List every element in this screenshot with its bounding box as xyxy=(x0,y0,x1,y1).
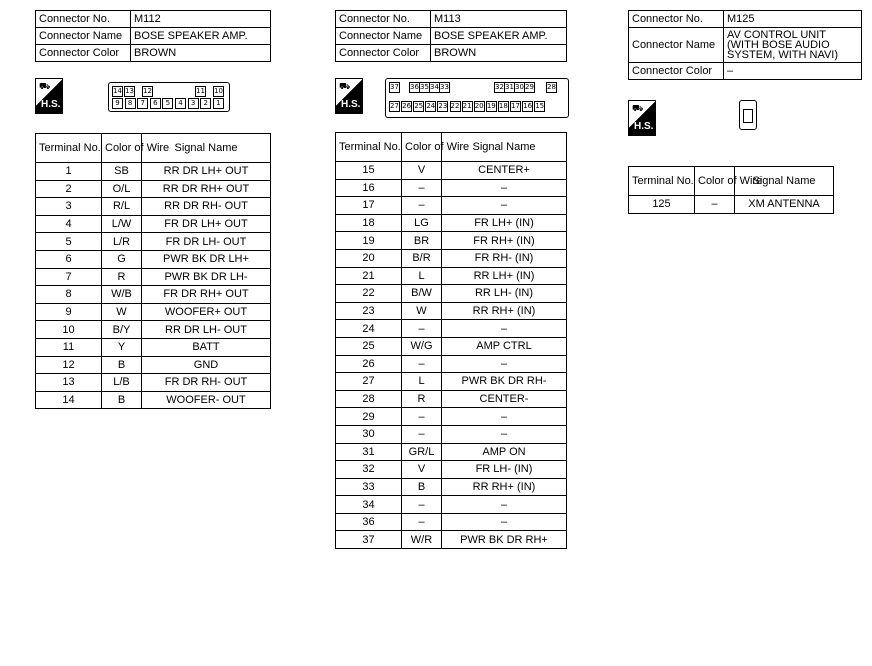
connector-m113 xyxy=(335,10,567,62)
terminal-no-cell: 6 xyxy=(36,250,102,268)
wire-color-cell: L/B xyxy=(102,374,142,392)
signal-name-cell: XM ANTENNA xyxy=(735,196,834,214)
terminal-no-cell: 26 xyxy=(336,355,402,373)
table-row xyxy=(36,250,271,268)
terminal-no-cell: 28 xyxy=(336,390,402,408)
signal-name-cell: WOOFER- OUT xyxy=(142,391,271,409)
connector-pin: 28 xyxy=(547,83,556,91)
signal-name-cell: FR DR RH+ OUT xyxy=(142,286,271,304)
connector-pin: 34 xyxy=(430,83,439,91)
signal-name-cell: GND xyxy=(142,356,271,374)
connector-pin: 4 xyxy=(175,98,186,109)
signal-name-cell: RR DR RH- OUT xyxy=(142,198,271,216)
table-row xyxy=(336,249,567,267)
terminal-no-cell: 30 xyxy=(336,425,402,443)
wire-color-cell: V xyxy=(402,162,442,180)
connector-pin: 31 xyxy=(505,83,514,91)
terminal-table-m125 xyxy=(628,166,834,214)
signal-name-cell: CENTER+ xyxy=(442,162,567,180)
signal-name-cell: – xyxy=(442,320,567,338)
connector-pin: 22 xyxy=(450,102,460,110)
wire-color-cell: L xyxy=(402,373,442,391)
table-row xyxy=(36,180,271,198)
terminal-no-cell: 17 xyxy=(336,197,402,215)
table-row xyxy=(336,478,567,496)
wire-color-cell: B xyxy=(402,478,442,496)
terminal-no-cell: 33 xyxy=(336,478,402,496)
connector-pin: 18 xyxy=(498,102,508,110)
connector-pin: 2 xyxy=(200,98,211,109)
terminal-no-cell: 14 xyxy=(36,391,102,409)
connector-pin: 32 xyxy=(495,83,504,91)
table-row xyxy=(36,268,271,286)
terminal-no-cell: 16 xyxy=(336,179,402,197)
wire-color-cell: R/L xyxy=(102,198,142,216)
terminal-no-cell: 15 xyxy=(336,162,402,180)
header-signal: Signal Name xyxy=(442,133,567,162)
signal-name-cell: – xyxy=(442,408,567,426)
terminal-no-cell: 3 xyxy=(36,198,102,216)
connector-pin: 11 xyxy=(196,87,205,95)
connector-pin: 8 xyxy=(125,98,136,109)
wire-color-cell: B/W xyxy=(402,285,442,303)
wire-color-cell: W xyxy=(402,302,442,320)
wire-color-cell: R xyxy=(102,268,142,286)
connector-no-label: Connector No. xyxy=(629,11,724,28)
table-row xyxy=(336,355,567,373)
terminal-no-cell: 11 xyxy=(36,338,102,356)
connector-face-m112 xyxy=(108,82,230,112)
connector-pin: 12 xyxy=(143,87,152,95)
wire-color-cell: W xyxy=(102,303,142,321)
header-signal: Signal Name xyxy=(142,134,271,163)
connector-pin: 1 xyxy=(213,98,224,109)
signal-name-cell: FR DR LH+ OUT xyxy=(142,215,271,233)
header-terminal: Terminal No. xyxy=(629,167,695,196)
wire-color-cell: G xyxy=(102,250,142,268)
signal-name-cell: FR RH+ (IN) xyxy=(442,232,567,250)
wire-color-cell: B/Y xyxy=(102,321,142,339)
signal-name-cell: PWR BK DR RH+ xyxy=(442,531,567,549)
table-row xyxy=(336,373,567,391)
table-row xyxy=(336,214,567,232)
signal-name-cell: PWR BK DR LH- xyxy=(142,268,271,286)
wire-color-cell: Y xyxy=(102,338,142,356)
terminal-no-cell: 37 xyxy=(336,531,402,549)
wire-color-cell: GR/L xyxy=(402,443,442,461)
wire-color-cell: O/L xyxy=(102,180,142,198)
connector-face-m125 xyxy=(739,100,757,130)
wire-color-cell: B/R xyxy=(402,249,442,267)
hs-label: H.S. xyxy=(634,121,654,132)
wire-color-cell: – xyxy=(402,179,442,197)
wire-color-cell: – xyxy=(402,408,442,426)
connector-pin: 17 xyxy=(511,102,520,110)
header-terminal: Terminal No. xyxy=(36,134,102,163)
header-signal: Signal Name xyxy=(735,167,834,196)
terminal-table-m112 xyxy=(35,133,271,409)
signal-name-cell: RR DR LH+ OUT xyxy=(142,163,271,181)
terminal-no-cell: 34 xyxy=(336,496,402,514)
table-row xyxy=(629,196,834,214)
connector-pin: 15 xyxy=(535,102,545,110)
connector-m125 xyxy=(628,10,862,80)
terminal-no-cell: 22 xyxy=(336,285,402,303)
connector-name-value: BOSE SPEAKER AMP. xyxy=(431,28,567,45)
terminal-no-cell: 29 xyxy=(336,408,402,426)
terminal-no-cell: 31 xyxy=(336,443,402,461)
connector-pin: 5 xyxy=(162,98,173,109)
signal-name-cell: RR LH+ (IN) xyxy=(442,267,567,285)
signal-name-cell: BATT xyxy=(142,338,271,356)
header-color: Color of Wire xyxy=(695,167,735,196)
connector-pin: 3 xyxy=(188,98,199,109)
table-row xyxy=(336,285,567,303)
connector-pin: 23 xyxy=(438,102,448,110)
connector-color-label: Connector Color xyxy=(336,45,431,62)
signal-name-cell: FR LH+ (IN) xyxy=(442,214,567,232)
car-icon: ⛟ xyxy=(632,104,644,114)
connector-name-label: Connector Name xyxy=(36,28,131,45)
wire-color-cell: W/R xyxy=(402,531,442,549)
terminal-no-cell: 5 xyxy=(36,233,102,251)
signal-name-cell: FR LH- (IN) xyxy=(442,461,567,479)
signal-name-cell: – xyxy=(442,355,567,373)
terminal-no-cell: 12 xyxy=(36,356,102,374)
connector-pin: 36 xyxy=(410,83,419,91)
signal-name-cell: PWR BK DR RH- xyxy=(442,373,567,391)
table-row xyxy=(336,302,567,320)
table-row xyxy=(336,443,567,461)
signal-name-cell: – xyxy=(442,496,567,514)
table-row xyxy=(36,391,271,409)
table-row xyxy=(36,303,271,321)
terminal-no-cell: 21 xyxy=(336,267,402,285)
table-row xyxy=(336,408,567,426)
header-terminal: Terminal No. xyxy=(336,133,402,162)
hs-icon xyxy=(35,78,63,114)
wire-color-cell: – xyxy=(402,355,442,373)
connector-color-value: – xyxy=(724,63,862,80)
connector-pin: 21 xyxy=(462,102,472,110)
terminal-no-cell: 23 xyxy=(336,302,402,320)
wire-color-cell: – xyxy=(695,196,735,214)
signal-name-cell: – xyxy=(442,513,567,531)
connector-no-value: M113 xyxy=(431,11,567,28)
connector-pin: 27 xyxy=(390,102,399,110)
connector-name-label: Connector Name xyxy=(336,28,431,45)
table-row xyxy=(336,232,567,250)
table-row xyxy=(36,321,271,339)
connector-pin: 13 xyxy=(125,87,134,95)
connector-m112 xyxy=(35,10,271,62)
wire-color-cell: R xyxy=(402,390,442,408)
wire-color-cell: L/W xyxy=(102,215,142,233)
connector-color-label: Connector Color xyxy=(36,45,131,62)
table-row xyxy=(36,215,271,233)
terminal-no-cell: 32 xyxy=(336,461,402,479)
connector-pin: 14 xyxy=(113,87,122,95)
terminal-no-cell: 4 xyxy=(36,215,102,233)
connector-pin xyxy=(743,109,753,123)
signal-name-cell: FR DR LH- OUT xyxy=(142,233,271,251)
wire-color-cell: L/R xyxy=(102,233,142,251)
table-row xyxy=(36,374,271,392)
connector-pin: 20 xyxy=(474,102,484,110)
connector-no-label: Connector No. xyxy=(36,11,131,28)
connector-no-value: M112 xyxy=(131,11,271,28)
signal-name-cell: WOOFER+ OUT xyxy=(142,303,271,321)
header-color: Color of Wire xyxy=(402,133,442,162)
connector-pin: 9 xyxy=(112,98,123,109)
signal-name-cell: CENTER- xyxy=(442,390,567,408)
terminal-no-cell: 125 xyxy=(629,196,695,214)
table-row xyxy=(336,496,567,514)
table-row xyxy=(336,513,567,531)
wire-color-cell: – xyxy=(402,197,442,215)
hs-label: H.S. xyxy=(341,99,361,110)
connector-pin: 35 xyxy=(420,83,429,91)
connector-pin: 29 xyxy=(525,83,534,91)
connector-pin: 16 xyxy=(523,102,533,110)
wire-color-cell: W/G xyxy=(402,337,442,355)
connector-name-label: Connector Name xyxy=(629,28,724,63)
table-row xyxy=(336,461,567,479)
signal-name-cell: RR DR RH+ OUT xyxy=(142,180,271,198)
connector-info-table xyxy=(35,10,271,62)
signal-name-cell: – xyxy=(442,425,567,443)
signal-name-cell: – xyxy=(442,179,567,197)
wire-color-cell: LG xyxy=(402,214,442,232)
table-row xyxy=(336,531,567,549)
signal-name-cell: FR DR RH- OUT xyxy=(142,374,271,392)
table-row xyxy=(36,233,271,251)
wire-color-cell: BR xyxy=(402,232,442,250)
table-row xyxy=(336,197,567,215)
terminal-no-cell: 13 xyxy=(36,374,102,392)
signal-name-cell: AMP ON xyxy=(442,443,567,461)
terminal-no-cell: 1 xyxy=(36,163,102,181)
terminal-no-cell: 8 xyxy=(36,286,102,304)
connector-info-table xyxy=(335,10,567,62)
connector-name-value: BOSE SPEAKER AMP. xyxy=(131,28,271,45)
table-row xyxy=(336,267,567,285)
wire-color-cell: SB xyxy=(102,163,142,181)
signal-name-cell: AMP CTRL xyxy=(442,337,567,355)
wire-color-cell: B xyxy=(102,356,142,374)
connector-color-label: Connector Color xyxy=(629,63,724,80)
connector-no-value: M125 xyxy=(724,11,862,28)
wire-color-cell: L xyxy=(402,267,442,285)
signal-name-cell: PWR BK DR LH+ xyxy=(142,250,271,268)
connector-face-m113 xyxy=(385,78,569,118)
terminal-no-cell: 2 xyxy=(36,180,102,198)
table-row xyxy=(36,338,271,356)
terminal-no-cell: 7 xyxy=(36,268,102,286)
connector-pin: 24 xyxy=(426,102,436,110)
car-icon: ⛟ xyxy=(339,82,351,92)
connector-pin: 7 xyxy=(137,98,148,109)
signal-name-cell: RR RH+ (IN) xyxy=(442,478,567,496)
hs-icon xyxy=(335,78,363,114)
connector-pin: 26 xyxy=(402,102,412,110)
connector-pin: 37 xyxy=(390,83,399,91)
wire-color-cell: V xyxy=(402,461,442,479)
terminal-no-cell: 19 xyxy=(336,232,402,250)
connector-color-value: BROWN xyxy=(431,45,567,62)
table-row xyxy=(36,163,271,181)
table-row xyxy=(336,425,567,443)
table-row xyxy=(336,179,567,197)
signal-name-cell: RR RH+ (IN) xyxy=(442,302,567,320)
terminal-no-cell: 25 xyxy=(336,337,402,355)
terminal-no-cell: 27 xyxy=(336,373,402,391)
signal-name-cell: FR RH- (IN) xyxy=(442,249,567,267)
table-row xyxy=(336,162,567,180)
header-color: Color of Wire xyxy=(102,134,142,163)
connector-name-value: AV CONTROL UNIT (WITH BOSE AUDIO SYSTEM, WITH NAVI) xyxy=(724,28,862,63)
hs-label: H.S. xyxy=(41,99,61,110)
connector-pin: 33 xyxy=(440,83,449,91)
wire-color-cell: – xyxy=(402,513,442,531)
signal-name-cell: – xyxy=(442,197,567,215)
connector-pin: 6 xyxy=(150,98,161,109)
connector-pin: 25 xyxy=(414,102,424,110)
table-row xyxy=(336,320,567,338)
car-icon: ⛟ xyxy=(39,82,51,92)
connector-color-value: BROWN xyxy=(131,45,271,62)
terminal-no-cell: 24 xyxy=(336,320,402,338)
terminal-no-cell: 9 xyxy=(36,303,102,321)
wire-color-cell: W/B xyxy=(102,286,142,304)
connector-pin: 30 xyxy=(515,83,524,91)
hs-icon xyxy=(628,100,656,136)
connector-no-label: Connector No. xyxy=(336,11,431,28)
terminal-no-cell: 20 xyxy=(336,249,402,267)
terminal-no-cell: 10 xyxy=(36,321,102,339)
table-row xyxy=(336,337,567,355)
wire-color-cell: – xyxy=(402,496,442,514)
terminal-no-cell: 36 xyxy=(336,513,402,531)
table-row xyxy=(36,198,271,216)
wire-color-cell: B xyxy=(102,391,142,409)
wire-color-cell: – xyxy=(402,320,442,338)
terminal-table-m113 xyxy=(335,132,567,549)
connector-info-table xyxy=(628,10,862,80)
wire-color-cell: – xyxy=(402,425,442,443)
connector-pin: 19 xyxy=(486,102,496,110)
signal-name-cell: RR DR LH- OUT xyxy=(142,321,271,339)
table-row xyxy=(336,390,567,408)
signal-name-cell: RR LH- (IN) xyxy=(442,285,567,303)
table-row xyxy=(36,286,271,304)
table-row xyxy=(36,356,271,374)
terminal-no-cell: 18 xyxy=(336,214,402,232)
connector-pin: 10 xyxy=(214,87,223,95)
